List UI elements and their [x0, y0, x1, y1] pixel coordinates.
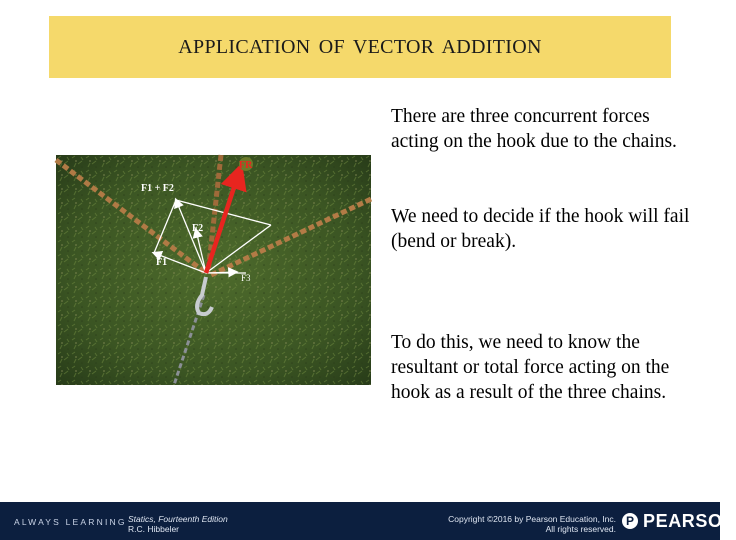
- f2-label: F2: [192, 223, 204, 234]
- book-title: Statics, Fourteenth Edition: [128, 514, 228, 524]
- brand-tagline: ALWAYS LEARNING: [14, 517, 127, 527]
- f1-label: F1: [156, 257, 168, 268]
- copyright-notice: [398, 514, 616, 534]
- book-author: R.C. Hibbeler: [128, 524, 180, 534]
- f1-plus-f2-label: F1 + F2: [141, 183, 174, 194]
- title-bar: [49, 16, 671, 78]
- slide-title: APPLICATION OF VECTOR ADDITION: [178, 36, 542, 58]
- footer-bar: [0, 502, 736, 540]
- pearson-logo-icon: P: [622, 513, 638, 529]
- paragraph-hook-failure: We need to decide if the hook will fail (bend or break).: [391, 206, 690, 252]
- hook-chains-photo: [56, 155, 371, 385]
- paragraph-resultant-force: To do this, we need to know the resultant or total force acting on the hook as a result of the three chains.: [391, 332, 670, 403]
- grass-texture: [56, 155, 371, 385]
- fr-label: FR: [239, 160, 253, 171]
- publisher-name: PEARSON: [643, 511, 736, 531]
- copyright-line-1: Copyright ©2016 by Pearson Education, Inc.: [448, 514, 616, 524]
- paragraph-concurrent-forces: There are three concurrent forces acting on the hook due to the chains.: [391, 106, 677, 152]
- f3-label: F3: [241, 273, 251, 283]
- book-info: [128, 514, 228, 534]
- copyright-line-2: All rights reserved.: [545, 524, 616, 534]
